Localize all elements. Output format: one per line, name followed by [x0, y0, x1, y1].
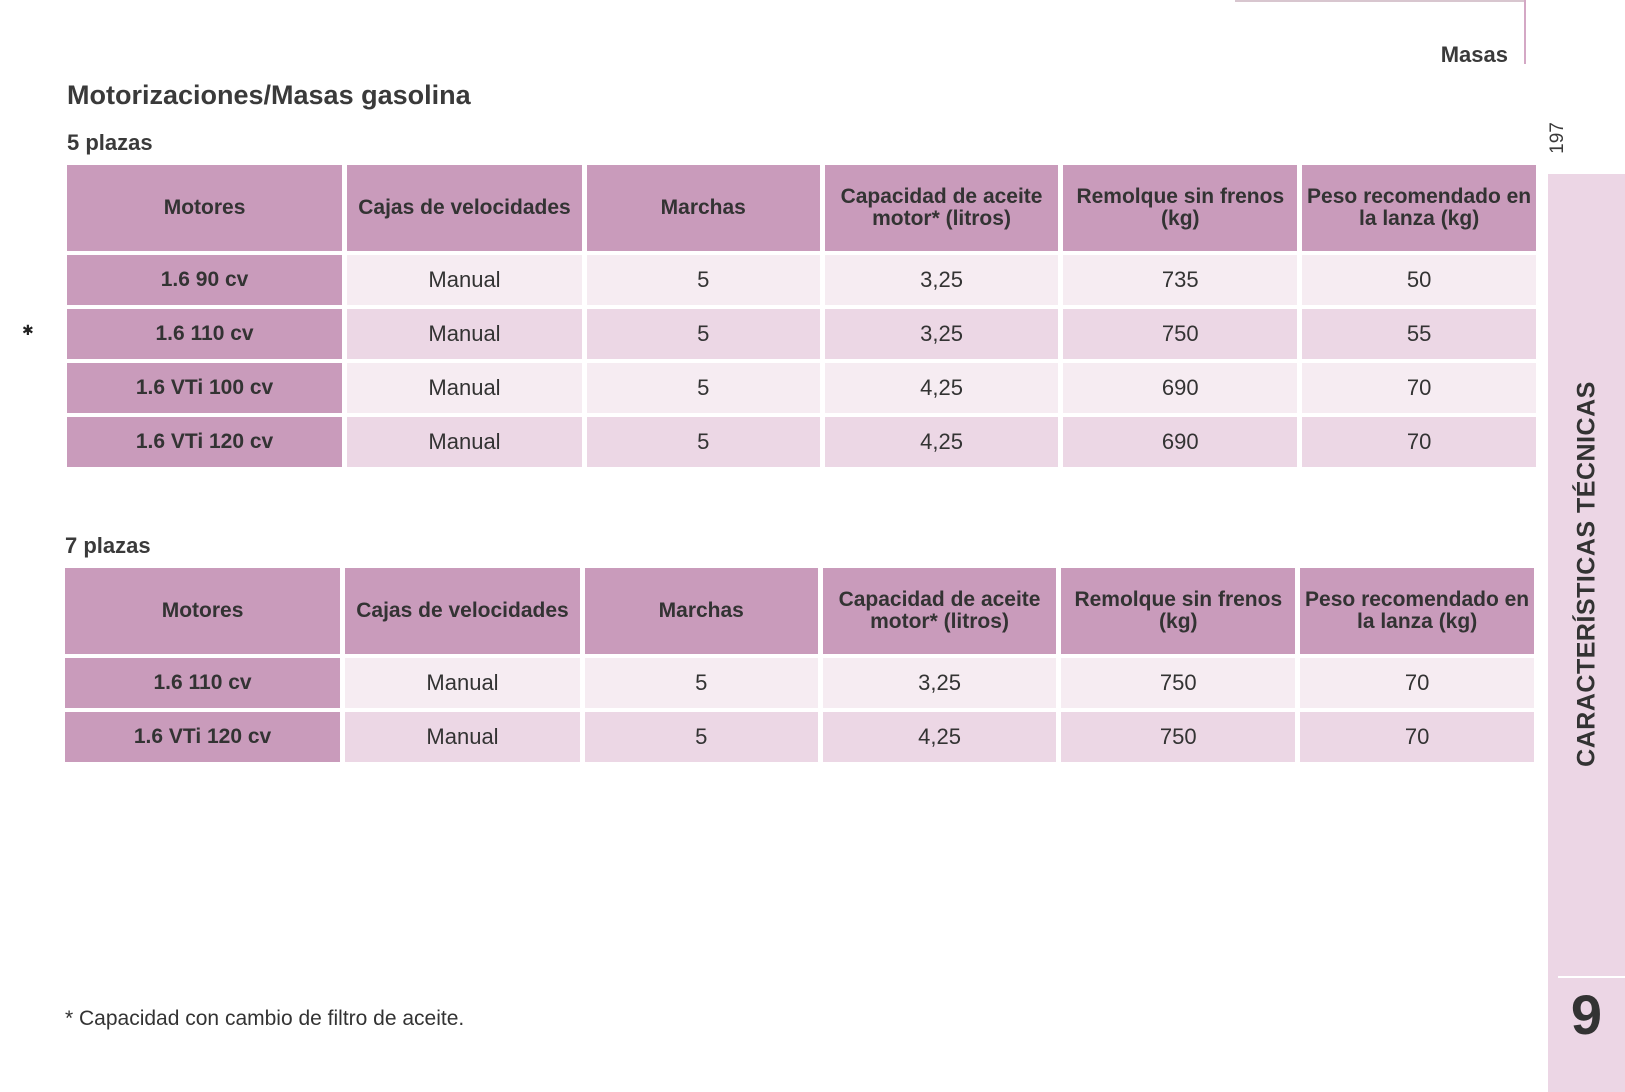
column-header-peso: Peso recomendado en la lanza (kg): [1302, 165, 1536, 251]
cell-caja: Manual: [347, 309, 582, 359]
cell-caja: Manual: [347, 417, 582, 467]
header-rule: [1235, 0, 1525, 2]
cell-peso: 55: [1302, 309, 1536, 359]
column-header-remolque: Remolque sin frenos (kg): [1061, 568, 1295, 654]
cell-peso: 70: [1300, 658, 1534, 708]
cell-motor: 1.6 VTi 120 cv: [65, 712, 340, 762]
table-row: [67, 309, 1536, 359]
cell-motor: 1.6 VTi 100 cv: [67, 363, 342, 413]
column-header-peso: Peso recomendado en la lanza (kg): [1300, 568, 1534, 654]
chapter-number: 9: [1570, 983, 1603, 1046]
cell-remolque: 750: [1063, 309, 1297, 359]
cell-caja: Manual: [347, 255, 582, 305]
table-row: [67, 363, 1536, 413]
column-header-marchas: Marchas: [587, 165, 820, 251]
page-title: Motorizaciones/Masas gasolina: [67, 80, 471, 110]
cell-motor: 1.6 110 cv: [65, 658, 340, 708]
table-header-row: [67, 165, 1536, 251]
column-header-motores: Motores: [65, 568, 340, 654]
cell-aceite: 4,25: [823, 712, 1057, 762]
cell-remolque: 750: [1061, 712, 1295, 762]
page-number: 197: [1547, 122, 1568, 154]
cell-caja: Manual: [345, 712, 580, 762]
cell-aceite: 3,25: [825, 309, 1059, 359]
chapter-side-tab: [1548, 174, 1625, 1092]
column-header-marchas: Marchas: [585, 568, 818, 654]
cell-remolque: 735: [1063, 255, 1297, 305]
chapter-title: CARACTERÍSTICAS TÉCNICAS: [1572, 381, 1600, 767]
table-row: [67, 417, 1536, 467]
scan-mark: ✱: [22, 322, 34, 338]
cell-marchas: 5: [585, 658, 818, 708]
cell-peso: 70: [1302, 363, 1536, 413]
cell-marchas: 5: [585, 712, 818, 762]
column-header-cajas: Cajas de velocidades: [345, 568, 580, 654]
table-row: [65, 658, 1534, 708]
cell-aceite: 3,25: [823, 658, 1057, 708]
column-header-remolque: Remolque sin frenos (kg): [1063, 165, 1297, 251]
column-header-aceite: Capacidad de aceite motor* (litros): [825, 165, 1059, 251]
footnote: * Capacidad con cambio de filtro de aceite.: [65, 1007, 465, 1030]
table-header-row: [65, 568, 1534, 654]
cell-motor: 1.6 VTi 120 cv: [67, 417, 342, 467]
cell-motor: 1.6 90 cv: [67, 255, 342, 305]
cell-remolque: 690: [1063, 417, 1297, 467]
cell-aceite: 3,25: [825, 255, 1059, 305]
cell-marchas: 5: [587, 255, 820, 305]
section-title-5-plazas: 5 plazas: [67, 130, 153, 155]
table-row: [65, 712, 1534, 762]
spec-table-7-plazas: [60, 564, 1539, 766]
section-header: Masas: [1440, 42, 1508, 67]
cell-remolque: 690: [1063, 363, 1297, 413]
spec-table-5-plazas: [62, 161, 1541, 471]
cell-motor: 1.6 110 cv: [67, 309, 342, 359]
cell-peso: 70: [1300, 712, 1534, 762]
cell-marchas: 5: [587, 309, 820, 359]
column-header-cajas: Cajas de velocidades: [347, 165, 582, 251]
column-header-aceite: Capacidad de aceite motor* (litros): [823, 568, 1057, 654]
section-title-7-plazas: 7 plazas: [65, 533, 151, 558]
cell-aceite: 4,25: [825, 363, 1059, 413]
table-row: [67, 255, 1536, 305]
cell-marchas: 5: [587, 417, 820, 467]
cell-remolque: 750: [1061, 658, 1295, 708]
column-header-motores: Motores: [67, 165, 342, 251]
cell-peso: 50: [1302, 255, 1536, 305]
header-vertical-rule: [1524, 0, 1526, 64]
chapter-divider: [1558, 976, 1625, 978]
cell-caja: Manual: [345, 658, 580, 708]
cell-marchas: 5: [587, 363, 820, 413]
cell-caja: Manual: [347, 363, 582, 413]
cell-aceite: 4,25: [825, 417, 1059, 467]
cell-peso: 70: [1302, 417, 1536, 467]
